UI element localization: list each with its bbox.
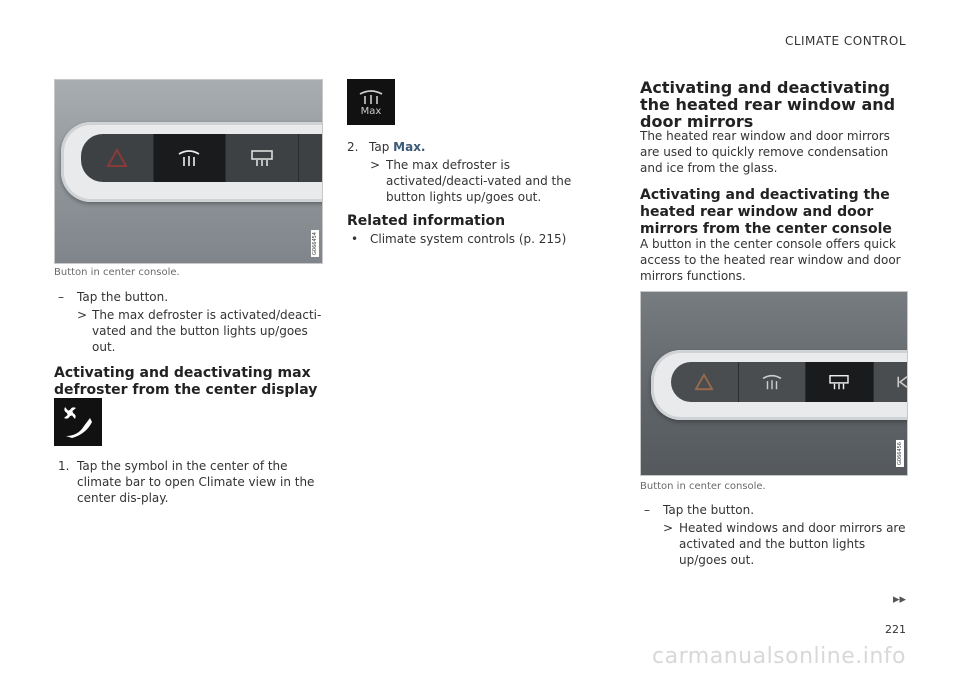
result-marker: > [77,308,88,322]
watermark: carmanualsonline.info [652,644,906,669]
console-photo-defroster [54,79,323,264]
photo-id: G066454 [312,232,318,255]
section-title: CLIMATE CONTROL [784,34,906,48]
max-defroster-icon [739,362,807,402]
rewind-icon [299,134,324,182]
step-text [369,139,426,155]
step-text: Tap the symbol in the center of the climate bar to open Climate view in the center dis-play. [77,459,315,505]
photo-id: G066456 [897,442,903,465]
rear-defroster-icon [806,362,874,402]
sub-intro-text: A button in the center console offers quick access to the heated rear window and door mirrors functions. [640,237,901,283]
section-heading: Activating and deactivating max defroster from the center display [54,365,318,398]
hazard-icon [671,362,739,402]
intro-text: The heated rear window and door mirrors are used to quickly remove condensation and ice from the glass. [640,129,890,175]
related-link[interactable]: Climate system controls (p. 215) [370,232,567,246]
next-page-arrows[interactable]: ▸▸ [892,592,906,607]
step-dash: – [58,290,64,304]
result-text: The max defroster is activated/deacti-vated and the button lights up/goes out. [386,158,572,204]
photo-caption: Button in center console. [640,481,766,492]
rewind-icon [874,362,909,402]
max-defroster-icon [154,134,227,182]
page-number: 221 [885,623,906,636]
result-marker: > [370,158,381,172]
related-heading: Related information [347,213,506,229]
max-label: Max [360,105,382,117]
sub-heading: Activating and deactivating the heated rear window and door mirrors from the center console [640,187,892,237]
step-prefix: Tap [369,140,390,154]
photo-caption: Button in center console. [54,267,180,278]
console-photo-heated-rear-window [640,291,908,476]
max-highlight: Max. [393,140,426,154]
climate-fan-icon [54,398,102,446]
result-text: The max defroster is activated/deacti-vated and the button lights up/goes out. [92,308,322,354]
step-number: 2. [347,140,359,154]
step-number: 1. [58,459,70,473]
rear-defroster-icon [226,134,299,182]
step-text: Tap the button. [663,503,755,517]
max-defroster-icon [347,79,395,125]
result-text: Heated windows and door mirrors are activated and the button lights up/goes out. [679,521,906,567]
main-heading: Activating and deactivating the heated rear window and door mirrors [640,78,896,131]
hazard-icon [81,134,154,182]
related-bullet: • [351,232,359,246]
step-text: Tap the button. [77,290,169,304]
step-dash: – [644,503,650,517]
result-marker: > [663,521,674,535]
